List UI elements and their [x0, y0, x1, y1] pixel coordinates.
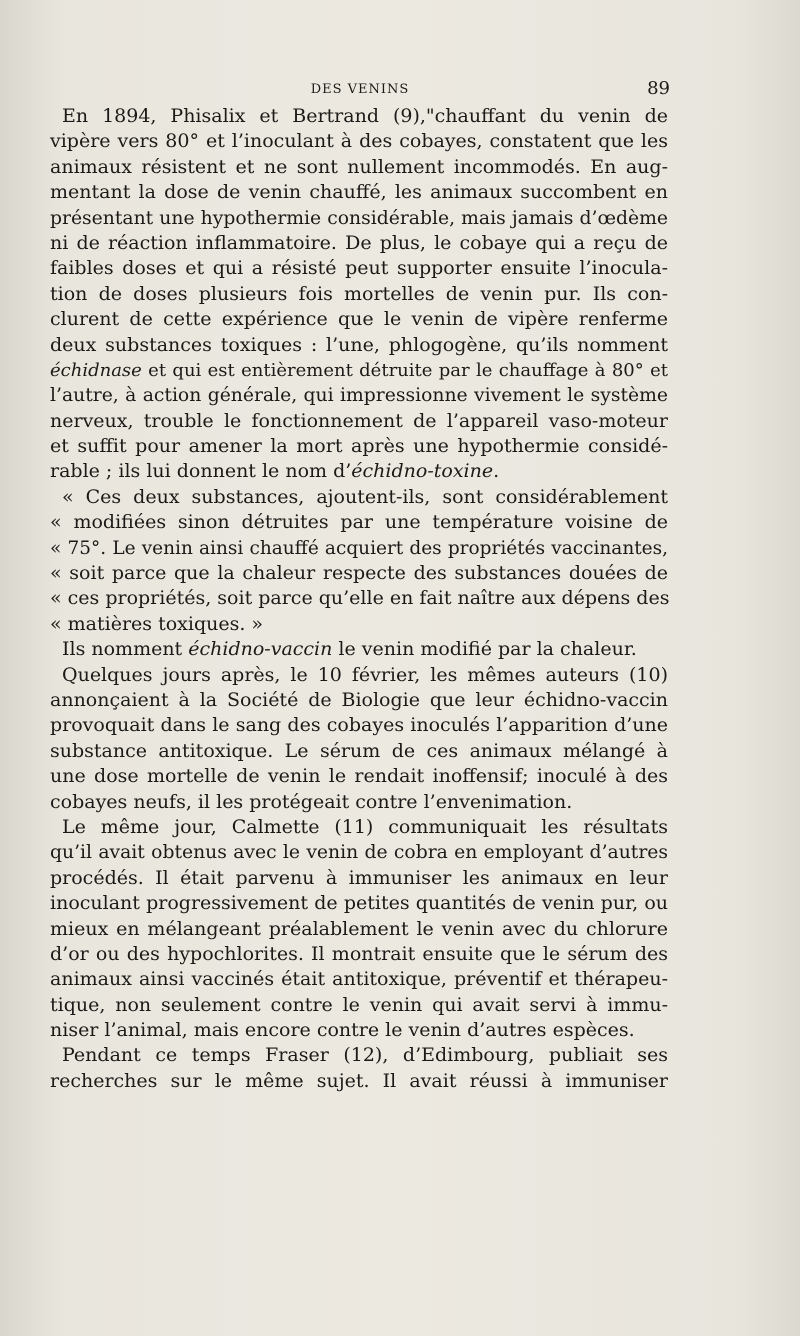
text-line: une dose mortelle de venin le rendait inoffensif; inoculé à des — [50, 765, 668, 788]
text-line: niser l’animal, mais encore contre le venin d’autres espèces. — [50, 1019, 635, 1042]
running-title: DES VENINS — [310, 82, 410, 97]
text-line: cobayes neufs, il les protégeait contre l’envenimation. — [50, 790, 573, 813]
text-line: Le même jour, Calmette (11) communiquait les résultats — [62, 815, 668, 838]
text-line: « modifiées sinon détruites par une température voisine de — [50, 511, 668, 534]
text-line: l’autre, à action générale, qui impressionne vivement le système — [50, 385, 668, 407]
text-line: Ils nomment échidno-vaccin le venin modifié par la chaleur. — [62, 638, 637, 661]
text-line: « ces propriétés, soit parce qu’elle en fait naître aux dépens des — [50, 587, 670, 610]
text-line: « matières toxiques. » — [50, 612, 264, 635]
text-line: clurent de cette expérience que le venin de vipère renferme — [50, 308, 668, 331]
text-line: présentant une hypothermie considérable, mais jamais d’œdème — [50, 207, 668, 229]
text-line: Pendant ce temps Fraser (12), d’Edimbourg, publiait ses — [62, 1044, 668, 1067]
text-line: annonçaient à la Société de Biologie que leur échidno-vaccin — [50, 688, 668, 711]
text-line: mieux en mélangeant préalablement le venin avec du chlorure — [50, 917, 668, 940]
text-line: tion de doses plusieurs fois mortelles de venin pur. Ils con- — [50, 282, 668, 305]
text-line: ni de réaction inflammatoire. De plus, le cobaye qui a reçu de — [50, 231, 668, 254]
text-line: animaux résistent et ne sont nullement incommodés. En aug- — [50, 155, 668, 178]
text-line: En 1894, Phisalix et Bertrand (9),"chauffant du venin de — [62, 105, 668, 127]
text-line: faibles doses et qui a résisté peut supporter ensuite l’inocula- — [50, 257, 668, 280]
text-line: deux substances toxiques : l’une, phlogogène, qu’ils nomment — [50, 333, 668, 356]
text-line: « 75°. Le venin ainsi chauffé acquiert des propriétés vaccinantes, — [50, 537, 668, 559]
text-line: qu’il avait obtenus avec le venin de cobra en employant d’autres — [50, 842, 668, 864]
text-line: vipère vers 80° et l’inoculant à des cobayes, constatent que les — [50, 130, 668, 153]
text-line: provoquait dans le sang des cobayes inoculés l’apparition d’une — [50, 714, 668, 737]
text-line: tique, non seulement contre le venin qui avait servi à immu- — [50, 993, 668, 1016]
text-line: mentant la dose de venin chauffé, les animaux succombent en — [50, 181, 668, 204]
text-line: rable ; ils lui donnent le nom d’échidno-toxine. — [50, 460, 500, 483]
text-line: procédés. Il était parvenu à immuniser les animaux en leur — [50, 866, 668, 889]
text-line: « Ces deux substances, ajoutent-ils, sont considérablement — [62, 485, 668, 508]
body-text — [50, 104, 668, 1094]
text-line: Quelques jours après, le 10 février, les mêmes auteurs (10) — [62, 663, 668, 686]
page-header — [50, 78, 670, 102]
page-number: 89 — [647, 78, 670, 99]
text-line: animaux ainsi vaccinés était antitoxique, préventif et thérapeu- — [50, 968, 668, 991]
text-line: d’or ou des hypochlorites. Il montrait ensuite que le sérum des — [50, 942, 668, 965]
text-line: inoculant progressivement de petites quantités de venin pur, ou — [50, 892, 668, 915]
text-line: recherches sur le même sujet. Il avait réussi à immuniser — [50, 1069, 668, 1092]
text-line: « soit parce que la chaleur respecte des substances douées de — [50, 562, 668, 585]
text-line: substance antitoxique. Le sérum de ces animaux mélangé à — [50, 739, 668, 762]
text-line: échidnase et qui est entièrement détruite par le chauffage à 80° et — [50, 359, 668, 381]
text-line: et suffit pour amener la mort après une hypothermie considé- — [50, 435, 668, 458]
text-line: nerveux, trouble le fonctionnement de l’appareil vaso-moteur — [50, 409, 668, 432]
